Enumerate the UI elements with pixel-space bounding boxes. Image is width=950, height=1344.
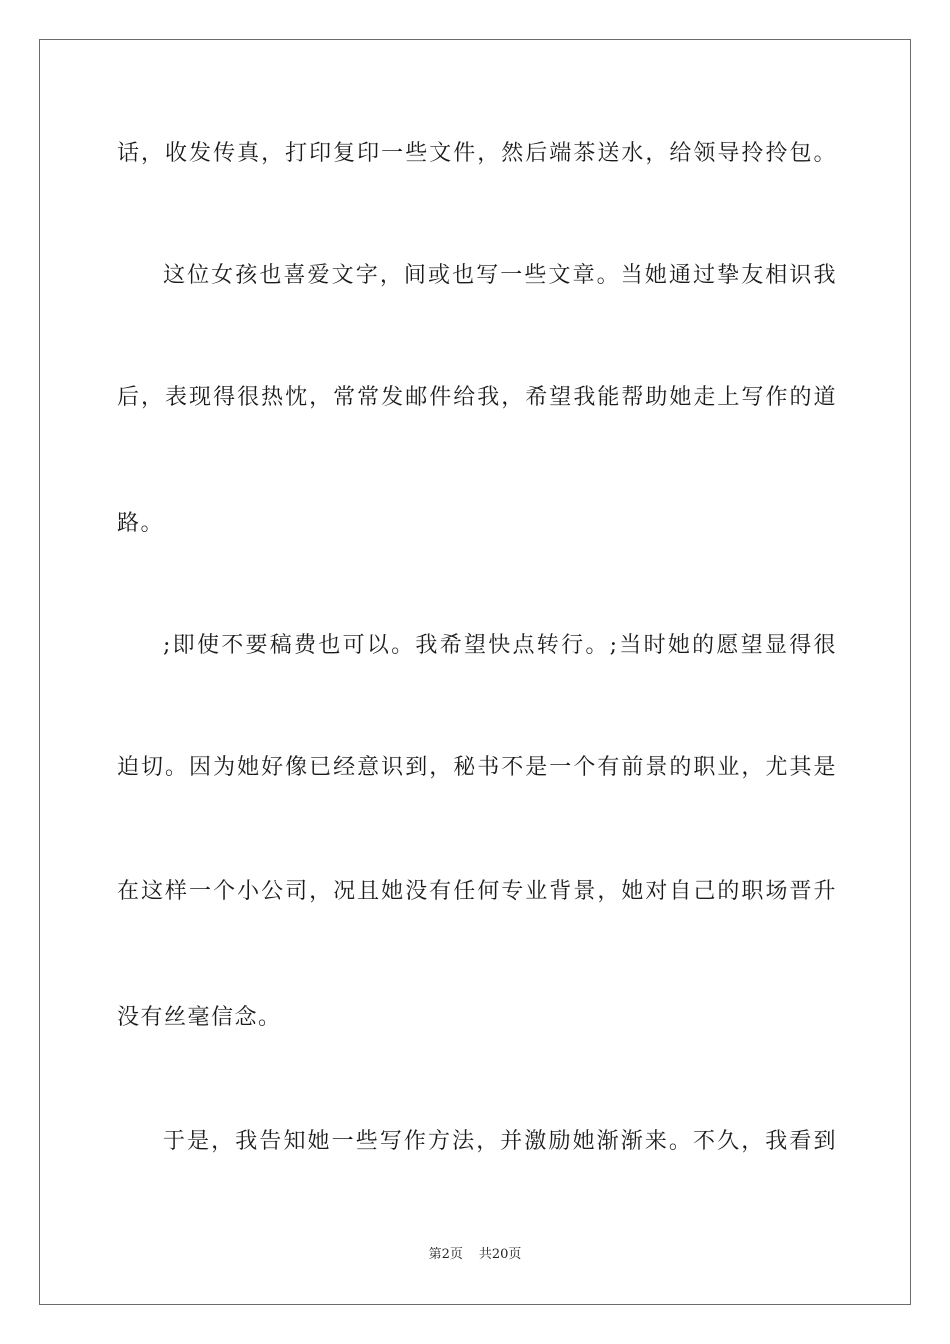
text-line-3: 后，表现得很热忱，常常发邮件给我，希望我能帮助她走上写作的道 [117, 385, 837, 410]
text-line-9: 于是，我告知她一些写作方法，并激励她渐渐来。不久，我看到 [163, 1129, 837, 1154]
text-line-4: 路。 [117, 511, 165, 536]
text-line-2: 这位女孩也喜爱文字，间或也写一些文章。当她通过挚友相识我 [163, 263, 837, 288]
page-number: 第2页 [428, 1247, 463, 1262]
page-total: 共20页 [478, 1247, 522, 1262]
text-line-1: 话，收发传真，打印复印一些文件，然后端茶送水，给领导拎拎包。 [117, 141, 837, 166]
text-line-5: ;即使不要稿费也可以。我希望快点转行。;当时她的愿望显得很 [163, 633, 837, 658]
text-line-6: 迫切。因为她好像已经意识到，秘书不是一个有前景的职业，尤其是 [117, 755, 837, 780]
text-line-8: 没有丝毫信念。 [117, 1005, 282, 1030]
page-footer [0, 1246, 950, 1264]
text-line-7: 在这样一个小公司，况且她没有任何专业背景，她对自己的职场晋升 [117, 879, 837, 904]
page-border [39, 39, 911, 1305]
